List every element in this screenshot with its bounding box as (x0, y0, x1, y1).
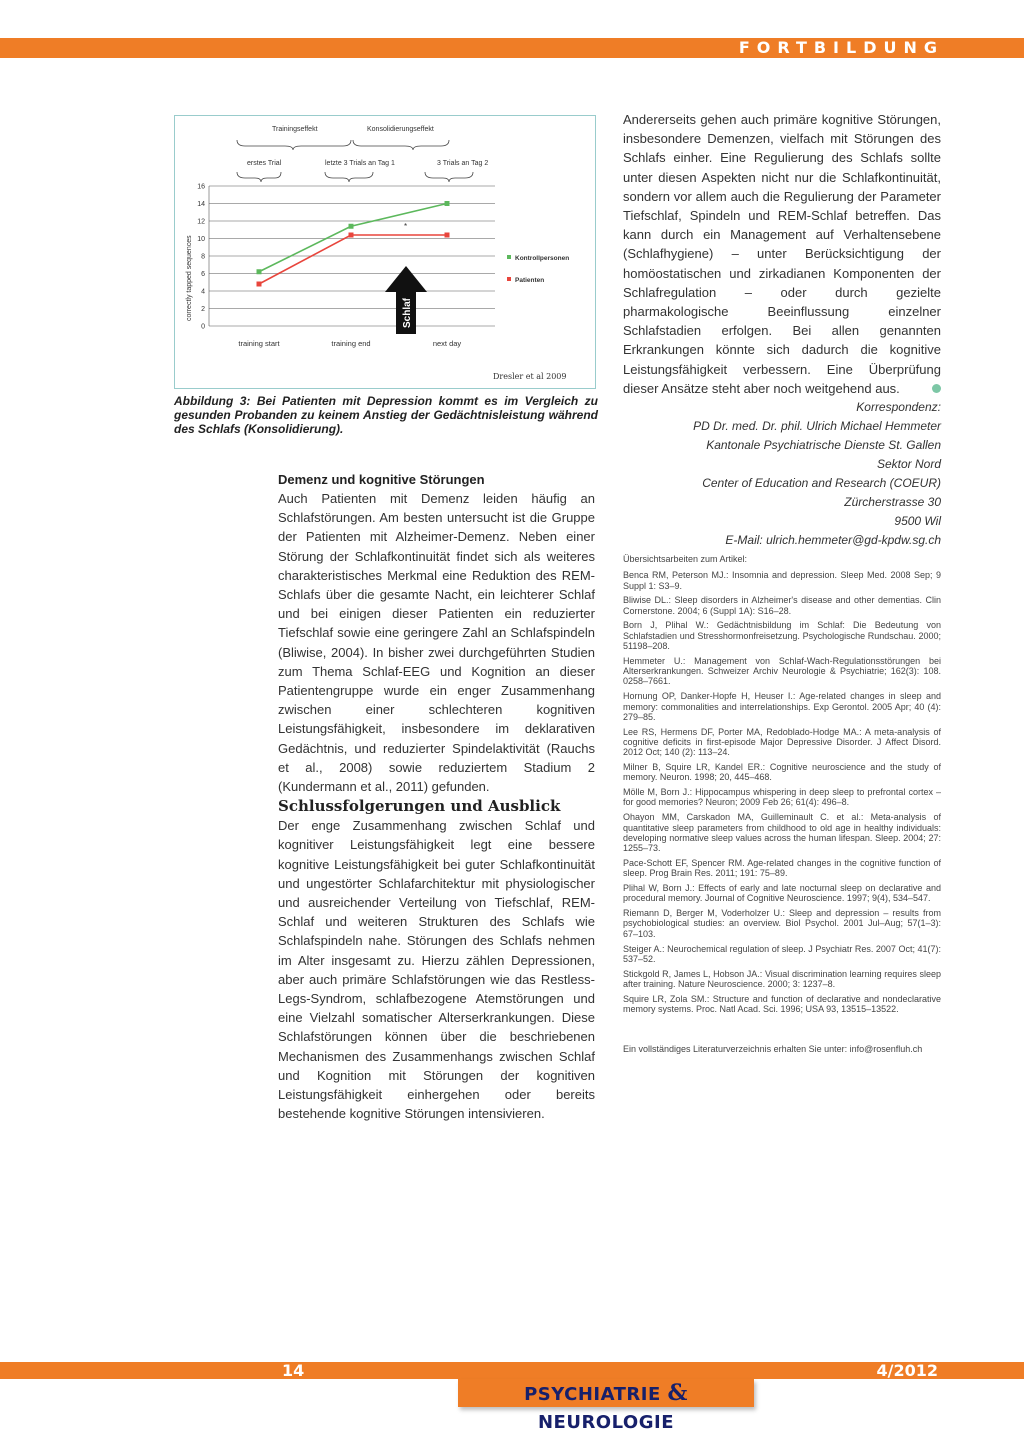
right-paragraph (623, 110, 941, 398)
label-day2: 3 Trials an Tag 2 (437, 160, 489, 167)
data-point (257, 269, 262, 274)
reference-item: Stickgold R, James L, Hobson JA.: Visual discrimination learning requires sleep after training. Nature Neuroscience. 2000; 3: 1237–8. (623, 968, 941, 989)
corr-line: PD Dr. med. Dr. phil. Ulrich Michael Hemmeter (693, 419, 941, 434)
corr-line: Kantonale Psychiatrische Dienste St. Gallen (706, 438, 941, 453)
y-tick-label: 6 (201, 271, 205, 278)
label-first-trial: erstes Trial (247, 160, 282, 167)
references-heading: Übersichtsarbeiten zum Artikel: (623, 554, 748, 564)
reference-item: Hornung OP, Danker-Hopfe H, Heuser I.: Age-related changes in sleep and memory: commonalities and interrelationships. Exp Gerontol. 2005 Apr; 40 (4): 279–85. (623, 691, 941, 722)
conclusion-paragraph: Der enge Zusammenhang zwischen Schlaf und kognitiver Leistungsfähigkeit legt eine bessere kognitive Leistungsfähigkeit bei guter Schlafkontinuität und ungestörter Schlafarchitektur mit physiologischer und ausreichender Verteilung von Tiefschlaf, REM-Schlaf und weiteren Strukturen des Schlafs wie Schlafspindeln nahe. Störungen des Schlafs nehmen im Alter insgesamt zu. Hierzu zählen Depressionen, aber auch primäre Schlafstörungen wie das Restless-Legs-Syndrom, schlafbezogene Atemstörungen und eine Vielzahl somatischer Alterserkrankungen. Diese Schlafstörungen können über die beschriebenen Mechanismen des Zusammenhangs zwischen Schlaf und Kognition mit Störungen der kognitiven Leistungsfähigkeit einhergehen oder bereits bestehende kognitive Störungen intensivieren. (278, 818, 595, 1122)
y-tick-label: 8 (201, 253, 205, 261)
journal-right: NEUROLOGIE (537, 1412, 675, 1433)
sleep-arrow-label: Schlaf (402, 297, 413, 328)
y-tick-label: 4 (201, 288, 205, 296)
reference-item: Riemann D, Berger M, Voderholzer U.: Sleep and depression – results from psychobiological studies: an overview. Biol Psychol. 2001 Jul–Aug; 57(1–3): 67–103. (623, 908, 941, 939)
journal-left: PSYCHIATRIE (524, 1384, 661, 1405)
x-ticks (238, 339, 461, 348)
data-point (349, 224, 354, 229)
y-ticks (197, 184, 205, 331)
label-last3: letzte 3 Trials an Tag 1 (325, 160, 395, 167)
corr-line: Korrespondenz: (856, 400, 941, 415)
figure-source: Dresler et al 2009 (493, 372, 567, 381)
figure-caption: Abbildung 3: Bei Patienten mit Depression kommt es im Vergleich zu gesunden Probanden zu keinem Anstieg der Gedächtnisleistung während des Schlafs (Konsolidierung). (174, 394, 598, 436)
series-line (259, 204, 447, 272)
x-tick-label: training end (331, 339, 371, 348)
header-bar (0, 38, 1024, 58)
conclusion-heading: Schlussfolgerungen und Ausblick (278, 797, 561, 816)
footer-bar (0, 1362, 1024, 1379)
reference-item: Lee RS, Hermens DF, Porter MA, Redoblado-Hodge MA.: A meta-analysis of cognitive deficits in first-episode Major Depressive Disorder. J Affect Disord. 2012 Oct; 140 (2): 113–24. (623, 726, 941, 758)
data-point (349, 233, 354, 238)
correspondence (623, 398, 941, 550)
corr-line: 9500 Wil (894, 514, 941, 529)
y-tick-label: 0 (201, 323, 205, 331)
corr-email[interactable]: E-Mail: ulrich.hemmeter@gd-kpdw.sg.ch (725, 533, 941, 548)
significance-star: * (404, 222, 408, 231)
reference-item: Ohayon MM, Carskadon MA, Guilleminault C. et al.: Meta-analysis of quantitative sleep parameters from childhood to old age in healthy individuals: developing normative sleep values across the human lifespan. Sleep. 2004; 27: 1255–73. (623, 812, 941, 854)
reference-item: Milner B, Squire LR, Kandel ER.: Cognitive neuroscience and the study of memory. Neuron. 1998; 20, 445–468. (623, 762, 941, 783)
left-column (278, 470, 595, 1124)
page-number: 14 (282, 1361, 305, 1380)
section-label: FORTBILDUNG (738, 38, 944, 57)
reference-item: Mölle M, Born J.: Hippocampus whispering in deep sleep to prefrontal cortex – for good memories? Neuron; 2009 Feb 26; 61(4): 496–8. (623, 787, 941, 808)
y-tick-label: 14 (197, 201, 205, 208)
brace-training (237, 140, 351, 150)
reference-item: Hemmeter U.: Management von Schlaf-Wach-Regulationsstörungen bei Alterserkrankungen. Schweizer Archiv Neurologie & Psychiatrie; 162(3): 108. 0258–7661. (623, 655, 941, 687)
data-point (257, 282, 262, 287)
corr-line: Sektor Nord (876, 457, 941, 472)
brace-first (237, 172, 281, 182)
data-point (445, 201, 450, 206)
label-consolidation: Konsolidierungseffekt (367, 126, 434, 133)
x-tick-label: next day (432, 339, 462, 348)
brace-consolidation (353, 140, 449, 150)
brace-day2 (425, 172, 473, 182)
data-point (445, 233, 450, 238)
x-tick-label: training start (238, 339, 280, 348)
y-tick-label: 16 (197, 183, 205, 191)
chart-grid (209, 186, 495, 326)
legend-patients-swatch (507, 277, 511, 281)
reference-item: Born J, Plihal W.: Gedächtnisbildung im Schlaf: Die Bedeutung von Schlafstadien und Stresshormonfreisetzung. Psychologische Rundschau. 2000; 51198–208. (623, 620, 941, 652)
y-axis-label: correctly tapped sequences (186, 235, 193, 321)
issue-number: 4/2012 (876, 1361, 938, 1380)
series-line (259, 235, 447, 284)
dementia-heading: Demenz und kognitive Störungen (278, 472, 485, 487)
references (623, 554, 941, 1064)
legend-patients: Patienten (515, 277, 545, 284)
reference-item: Plihal W, Born J.: Effects of early and late nocturnal sleep on declarative and procedural memory. Journal of Cognitive Neuroscience. 1997; 9(4), 534–547. (623, 883, 941, 904)
journal-name (458, 1379, 754, 1433)
dementia-paragraph: Auch Patienten mit Demenz leiden häufig an Schlafstörungen. Am besten untersucht ist die Gruppe der Patienten mit Alzheimer-Demenz. Neben einer Störung der Schlafkontinuität findet sich als weiteres charakteristisches Merkmal eine Reduktion des REM-Schlafs über die gesamte Nacht, ein leichterer Schlaf und bei einigen dieser Patienten ein reduzierter Tiefschlaf sowie eine geringere Zahl an Schlafspindeln (Bliwise, 2004). In bisher zwei durchgeführten Studien zum Thema Schlaf-EEG und Kognition an dieser Patientengruppe wurde ein enger Zusammenhang zwischen einer schlechteren kognitiven Leistungsfähigkeit, insbesondere im deklarativen Gedächtnis, und reduzierter Spindelaktivität (Rauchs et al., 2008) sowie reduziertem Stadium 2 (Kundermann et al., 2011) gefunden. (278, 491, 595, 795)
legend-control: Kontrollpersonen (515, 255, 570, 262)
y-tick-label: 10 (197, 236, 205, 243)
y-tick-label: 12 (197, 218, 205, 226)
journal-amp: & (667, 1380, 688, 1406)
reference-item: Bliwise DL.: Sleep disorders in Alzheimer's disease and other dementias. Clin Cornerstone. 2004; 6 (Suppl 1A): S16–28. (623, 595, 941, 616)
brace-last3 (325, 172, 373, 182)
corr-line: Center of Education and Research (COEUR) (702, 476, 941, 491)
right-column (623, 110, 941, 550)
chart-svg (175, 116, 595, 388)
label-training: Trainingseffekt (272, 126, 318, 133)
y-tick-label: 2 (201, 306, 205, 313)
figure-chart (174, 115, 596, 389)
end-bullet (932, 384, 941, 393)
corr-line: Zürcherstrasse 30 (844, 495, 941, 510)
reference-item: Pace-Schott EF, Spencer RM. Age-related changes in the cognitive function of sleep. Prog Brain Res. 2011; 191: 75–89. (623, 857, 941, 879)
right-paragraph-text: Andererseits gehen auch primäre kognitive Störungen, insbesondere Demenzen, vielfach mit Störungen des Schlafs einher. Eine Regulierung des Schlafs sollte unter diesen Aspekten nicht nur die Schlafkontinuität, sondern vor allem auch die Regulierung der Parameter Tiefschlaf, Spindeln und REM-Schlaf betreffen. Das kann durch ein Management auf Verhaltensebene (Schlafhygiene) – unter Berücksichtigung der homöostatischen und zirkadianen Komponenten der Schlafregulation – oder durch gezielte pharmakologische Beeinflussung einzelner Schlafstadien erfolgen. Bei allen genannten Erkrankungen könnte sich dadurch die kognitive Leistungsfähigkeit verbessern. Eine Überprüfung dieser Ansätze steht aber noch weitgehend aus. (623, 112, 941, 396)
reference-item: Steiger A.: Neurochemical regulation of sleep. J Psychiatr Res. 2007 Oct; 41(7): 537–52. (623, 943, 941, 964)
reference-item: Squire LR, Zola SM.: Structure and function of declarative and nondeclarative memory systems. Proc. Natl Acad. Sci. 1996; USA 93, 13515–13522. (623, 993, 941, 1014)
reference-item: Benca RM, Peterson MJ.: Insomnia and depression. Sleep Med. 2008 Sep; 9 Suppl 1: S3–9. (623, 570, 941, 591)
references-footnote: Ein vollständiges Literaturverzeichnis erhalten Sie unter: info@rosenfluh.ch (623, 1044, 923, 1055)
legend-control-swatch (507, 255, 511, 259)
